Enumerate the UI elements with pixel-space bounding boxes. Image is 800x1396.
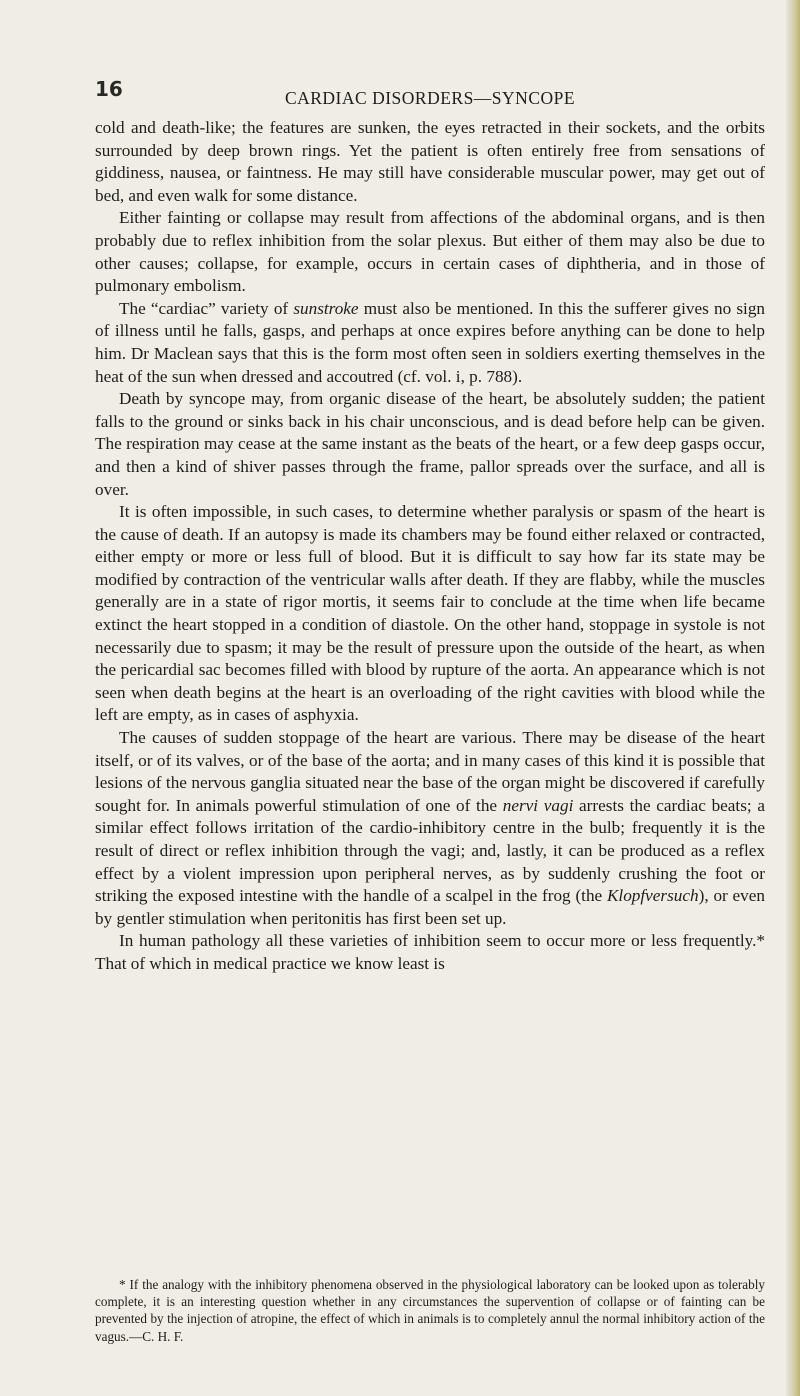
paragraph [95, 388, 765, 501]
text-run: Either fainting or collapse may result from affections of the abdominal organs, and is then probably due to reflex inhibition from the solar plexus. But either of them may also be due to other causes; collapse, for example, occurs in certain cases of diphtheria, and in those of pulmonary embolism. [95, 208, 765, 296]
text-run: It is often impossible, in such cases, to determine whether paralysis or spasm of the heart is the cause of death. If an autopsy is made its chambers may be found either relaxed or contracted, either empty or more or less full of blood. But it is difficult to say how far its state may be modified by contraction of the ventricular walls after death. If they are flabby, while the muscles generally are in a state of rigor mortis, it seems fair to conclude at the time when life became extinct the heart stopped in a condition of diastole. On the other hand, stoppage in systole is not necessarily due to spasm; it may be the result of pressure upon the outside of the heart, as when the pericardial sac becomes filled with blood by rupture of the aorta. An appearance which is not seen when death begins at the heart is an overloading of the right cavities with blood while the left are empty, as in cases of asphyxia. [95, 502, 765, 725]
paragraph [95, 207, 765, 297]
body-text [95, 117, 765, 976]
running-title: CARDIAC DISORDERS—SYNCOPE [284, 88, 576, 108]
italic-text: Klopfversuch [606, 886, 699, 906]
footnote: * If the analogy with the inhibitory phenomena observed in the physiological laboratory can be looked upon as tolerably complete, it is an interesting question whether in any circumstances the supervention of collapse or of fainting can be prevented by the injection of atropine, the effect of which in animals is to completely annul the normal inhibitory action of the vagus.—C. H. F. [95, 1277, 765, 1344]
page-edge [786, 0, 800, 1396]
text-run: The “cardiac” variety of [119, 298, 294, 318]
paragraph [95, 117, 765, 207]
paragraph [95, 930, 765, 975]
text-run: ), or even by gentler stimulation when peritonitis has first been set up. [95, 886, 765, 928]
italic-text: nervi vagi [502, 795, 574, 815]
text-run: The causes of sudden stoppage of the heart are various. There may be disease of the heart itself, or of its valves, or of the base of the aorta; and in many cases of this kind it is possible that lesions of the nervous ganglia situated near the base of the organ might be discovered if carefully sought for. In animals powerful stimulation of one of the [95, 728, 765, 815]
paragraph [95, 727, 765, 930]
text-run: must also be mentioned. In this the sufferer gives no sign of illness until he falls, gasps, and perhaps at once expires before anything can be done to help him. Dr Maclean says that this is the form most often seen in soldiers exerting themselves in the heat of the sun when dressed and accoutred (cf. vol. i, p. 788). [95, 298, 766, 386]
paragraph [95, 501, 765, 727]
text-run: In human pathology all these varieties of inhibition seem to occur more or less frequently.* That of which in medical practice we know least is [95, 931, 765, 973]
page-number: 16 [95, 77, 123, 101]
text-run: arrests the cardiac beats; a similar effect follows irritation of the cardio-inhibitory centre in the bulb; frequently it is the result of direct or reflex inhibition through the vagi; and, lastly, it can be produced as a reflex effect by a violent impression upon peripheral nerves, as by suddenly crushing the foot or striking the exposed intestine with the handle of a scalpel in the frog (the [95, 795, 765, 906]
italic-text: sunstroke [293, 298, 359, 318]
text-run: cold and death-like; the features are sunken, the eyes retracted in their sockets, and the orbits surrounded by deep brown rings. Yet the patient is often entirely free from sensations of giddiness, nausea, or faintness. He may still have considerable muscular power, may get out of bed, and even walk for some distance. [95, 118, 765, 205]
paragraph [95, 298, 765, 388]
page-header [95, 77, 765, 108]
text-run: Death by syncope may, from organic disease of the heart, be absolutely sudden; the patient falls to the ground or sinks back in his chair unconscious, and is dead before help can be given. The respiration may cease at the same instant as the beats of the heart, or a few deep gasps occur, and then a kind of shiver passes through the frame, pallor spreads over the surface, and all is over. [95, 389, 765, 499]
